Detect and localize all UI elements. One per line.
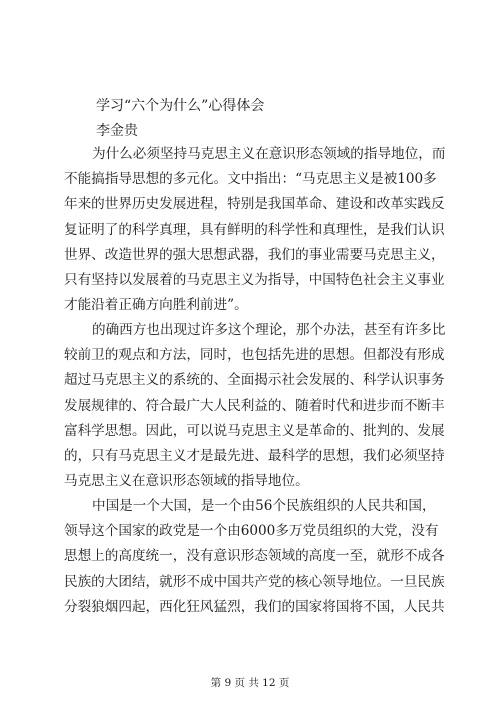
text-line: 较前卫的观点和方法，同时，也包括先进的思想。但都没有形成	[64, 347, 445, 364]
page-footer: 第 9 页 共 12 页	[210, 677, 290, 689]
paragraph-1	[64, 142, 446, 318]
text-line: 复证明了的科学真理，具有鲜明的科学性和真理性，是我们认识	[64, 221, 445, 238]
text-line: 富科学思想。因此，可以说马克思主义是革命的、批判的、发展	[64, 422, 445, 439]
text-line: 超过马克思主义的系统的、全面揭示社会发展的、科学认识事务	[64, 372, 445, 389]
text-line: 分裂狼烟四起，西化狂风猛烈，我们的国家将国将不国，人民共	[64, 598, 445, 615]
document-title: 学习“六个为什么”心得体会	[96, 98, 265, 114]
text-line: 的，只有马克思主义才是最先进、最科学的思想，我们必须坚持	[64, 448, 445, 465]
author-name: 李金贵	[96, 123, 138, 139]
text-line: 年来的世界历史发展进程，特别是我国革命、建设和改革实践反	[64, 196, 445, 213]
text-line: 思想上的高度统一，没有意识形态领域的高度一至，就形不成各	[64, 548, 445, 565]
text-line: 发展规律的、符合最广大人民利益的、随着时代和进步而不断丰	[64, 397, 445, 414]
paragraph-3	[64, 494, 445, 620]
text-line: 不能搞指导思想的多元化。文中指出：“马克思主义是被100多	[64, 171, 437, 188]
text-line: 民族的大团结，就形不成中国共产党的核心领导地位。一旦民族	[64, 573, 445, 590]
text-line: 马克思主义在意识形态领域的指导地位。	[64, 473, 309, 490]
paragraph-2	[64, 318, 446, 494]
text-line: 只有坚持以发展着的马克思主义为指导，中国特色社会主义事业	[64, 272, 445, 289]
text-line: 世界、改造世界的强大思想武器，我们的事业需要马克思主义，	[64, 246, 445, 263]
text-line: 领导这个国家的政党是一个由6000多万党员组织的大党，没有	[64, 523, 439, 540]
text-line: 为什么必须坚持马克思主义在意识形态领域的指导地位，而	[92, 146, 446, 162]
text-line: 才能沿着正确方向胜利前进”。	[64, 297, 248, 314]
text-line: 的确西方也出现过许多这个理论，那个办法，甚至有许多比	[92, 322, 446, 338]
text-line: 中国是一个大国，是一个由56个民族组织的人民共和国，	[92, 498, 436, 514]
